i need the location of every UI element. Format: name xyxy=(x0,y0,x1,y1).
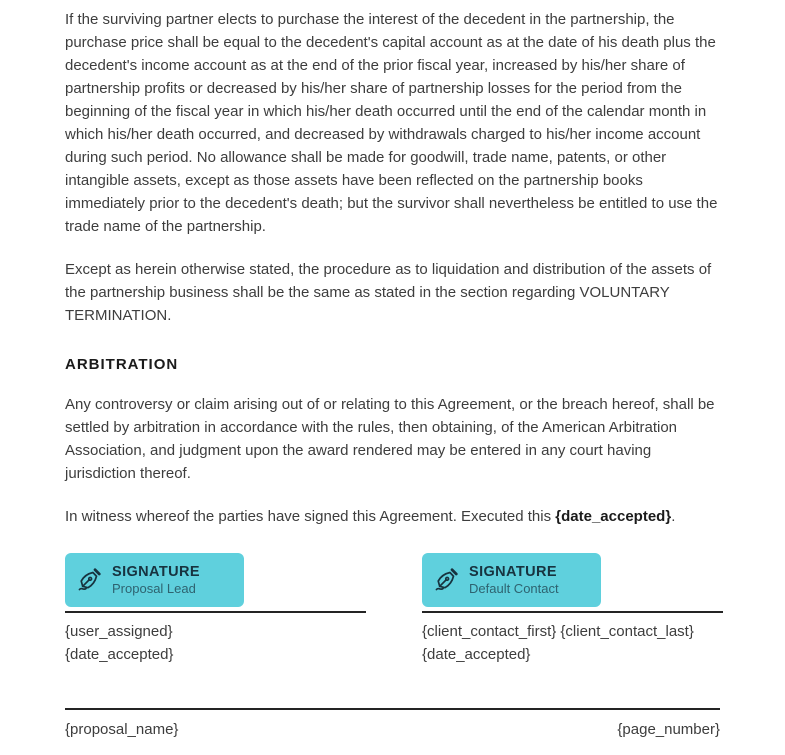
signature-button-labels xyxy=(112,563,200,597)
signature-button-role: Default Contact xyxy=(469,581,559,596)
date-accepted-placeholder: {date_accepted} xyxy=(555,508,672,525)
signature-button-title: SIGNATURE xyxy=(112,564,200,580)
footer-proposal-name-placeholder: {proposal_name} xyxy=(65,721,179,738)
heading-arbitration: ARBITRATION xyxy=(65,356,179,373)
signer-name-placeholder: {user_assigned} xyxy=(65,623,173,640)
page-footer xyxy=(65,708,720,741)
signature-button-title: SIGNATURE xyxy=(469,564,557,580)
signature-block-default-contact xyxy=(422,553,723,666)
paragraph-liquidation: Except as herein otherwise stated, the procedure as to liquidation and distribution of the assets of the partnership business shall be the same as stated in the section regarding VOLUNTARY TERMINATION. xyxy=(65,261,712,324)
signature-section xyxy=(65,553,720,666)
signer-date-placeholder: {date_accepted} xyxy=(422,646,531,663)
witness-period: . xyxy=(671,508,676,525)
footer-row xyxy=(65,710,720,741)
footer-page-number-placeholder: {page_number} xyxy=(617,721,720,738)
paragraph-arbitration: Any controversy or claim arising out of or relating to this Agreement, or the breach hereof, shall be settled by arbitration in accordance with the rules, then obtaining, of the American Arbitration Association, and judgment upon the award rendered may be entered in any court having jurisdiction thereof. xyxy=(65,396,715,482)
signature-button-default-contact[interactable] xyxy=(422,553,601,607)
signer-date-placeholder: {date_accepted} xyxy=(65,646,174,663)
signature-button-labels xyxy=(469,563,559,597)
paragraph-witness xyxy=(65,505,720,528)
signature-button-proposal-lead[interactable] xyxy=(65,553,244,607)
signature-line xyxy=(65,611,366,613)
signer-name-placeholder: {client_contact_first} {client_contact_last} xyxy=(422,623,694,640)
pen-nib-icon xyxy=(77,566,103,595)
signature-block-proposal-lead xyxy=(65,553,366,666)
signature-line xyxy=(422,611,723,613)
pen-nib-icon xyxy=(434,566,460,595)
paragraph-buyout-terms: If the surviving partner elects to purchase the interest of the decedent in the partnership, the purchase price shall be equal to the decedent's capital account as at the date of his death plus the decedent's income account as at the end of the prior fiscal year, increased by his/her share of partnership profits or decreased by his/her share of partnership losses for the period from the beginning of the fiscal year in which his/her death occurred until the end of the calendar month in which his/her death occurred, and decreased by withdrawals charged to his/her income account during such period. No allowance shall be made for goodwill, trade name, patents, or other intangible assets, except as those assets have been reflected on the partnership books immediately prior to the decedent's death; but the survivor shall nevertheless be entitled to use the trade name of the partnership. xyxy=(65,11,718,235)
witness-text: In witness whereof the parties have signed this Agreement. Executed this xyxy=(65,508,556,525)
signature-button-role: Proposal Lead xyxy=(112,581,196,596)
